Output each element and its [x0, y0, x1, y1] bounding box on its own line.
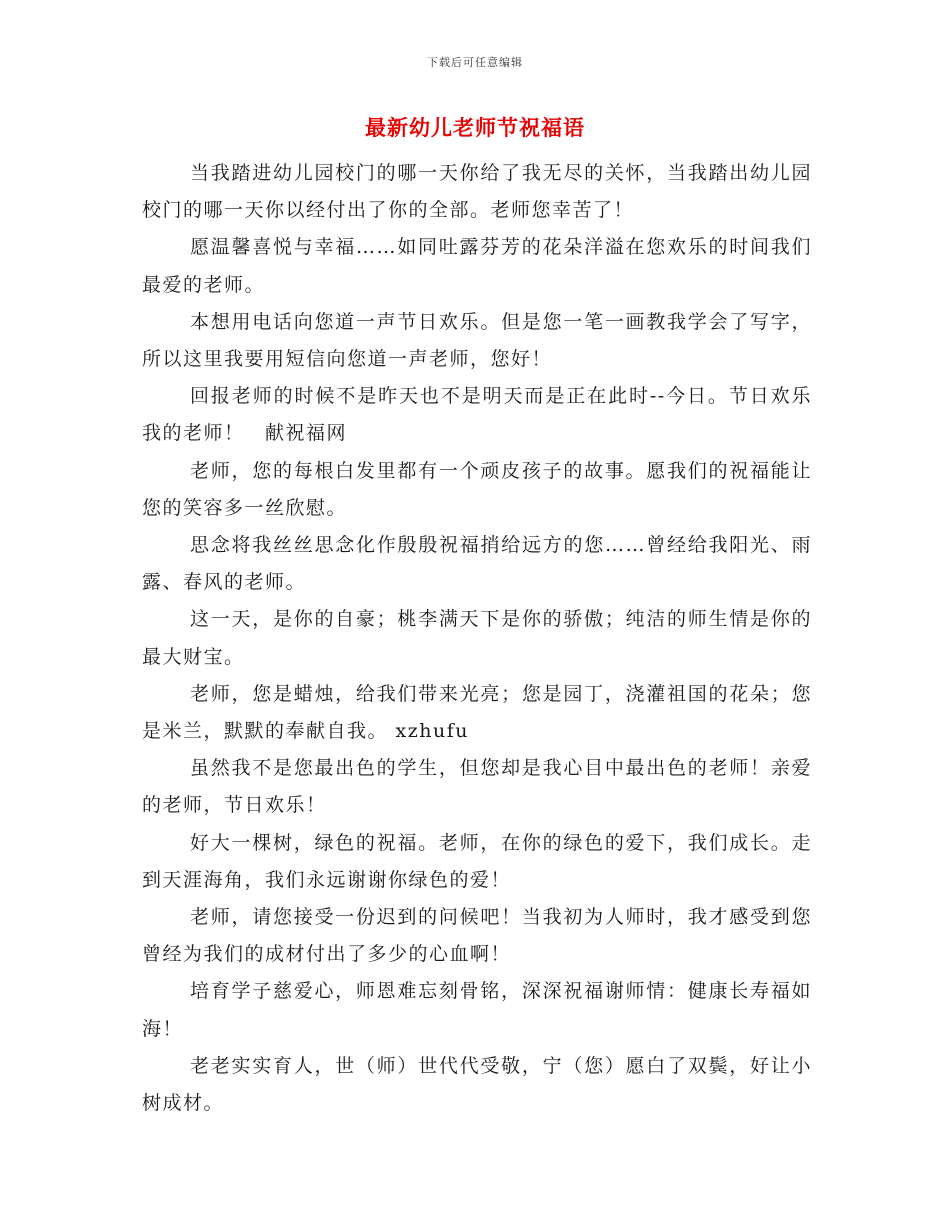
- paragraph-9: 虽然我不是您最出色的学生，但您却是我心目中最出色的老师！亲爱的老师，节日欢乐！: [142, 757, 812, 817]
- header-note: 下载后可任意编辑: [427, 56, 523, 69]
- paragraph-3: 本想用电话向您道一声节日欢乐。但是您一笔一画教我学会了写字，所以这里我要用短信向您道一声老师，您好！: [142, 310, 812, 371]
- document-body: [142, 155, 812, 1122]
- page-title: 最新幼儿老师节祝福语: [365, 116, 585, 140]
- paragraph-12: 培育学子慈爱心，师恩难忘刻骨铭，深深祝福谢师情：健康长寿福如海！: [142, 980, 812, 1040]
- paragraph-4: 回报老师的时候不是昨天也不是明天而是正在此时--今日。节日欢乐我的老师！ 献祝福网: [142, 385, 812, 445]
- paragraph-10: 好大一棵树，绿色的祝福。老师，在你的绿色的爱下，我们成长。走到天涯海角，我们永远谢谢你绿色的爱！: [142, 831, 812, 891]
- paragraph-8: 老师，您是蜡烛，给我们带来光亮；您是园丁，浇灌祖国的花朵；您是米兰，默默的奉献自我。 xzhufu: [142, 682, 812, 743]
- paragraph-2: 愿温馨喜悦与幸福……如同吐露芬芳的花朵洋溢在您欢乐的时间我们最爱的老师。: [142, 236, 812, 296]
- paragraph-13: 老老实实育人，世（师）世代代受敬，宁（您）愿白了双鬓，好让小树成材。: [142, 1054, 812, 1115]
- paragraph-5: 老师，您的每根白发里都有一个顽皮孩子的故事。愿我们的祝福能让您的笑容多一丝欣慰。: [142, 459, 812, 519]
- paragraph-7: 这一天，是你的自豪；桃李满天下是你的骄傲；纯洁的师生情是你的最大财宝。: [142, 608, 812, 668]
- paragraph-6: 思念将我丝丝思念化作殷殷祝福捎给远方的您……曾经给我阳光、雨露、春风的老师。: [142, 534, 812, 594]
- paragraph-1: 当我踏进幼儿园校门的哪一天你给了我无尽的关怀，当我踏出幼儿园校门的哪一天你以经付出了你的全部。老师您幸苦了！: [142, 162, 812, 222]
- paragraph-11: 老师，请您接受一份迟到的问候吧！当我初为人师时，我才感受到您曾经为我们的成材付出了多少的心血啊！: [142, 906, 812, 966]
